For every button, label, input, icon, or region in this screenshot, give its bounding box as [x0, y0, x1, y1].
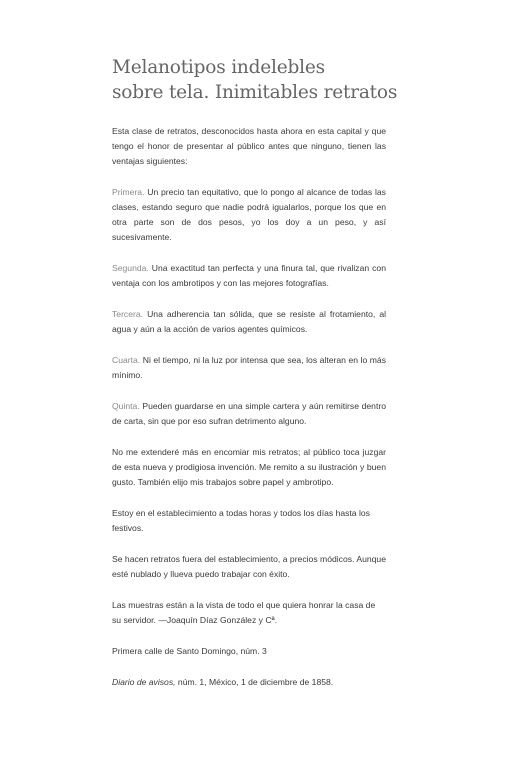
intro-paragraph: Esta clase de retratos, desconocidos hasta ahora en esta capital y que tengo el honor de presentar al público antes que ninguno, tienen las ventajas siguientes:	[112, 126, 386, 166]
point-lead-second: Segunda.	[112, 263, 149, 273]
point-paragraph-second	[112, 261, 386, 291]
document-body	[112, 124, 386, 706]
title-line-1: Melanotipos indelebles	[112, 57, 325, 78]
point-text-fifth: Pueden guardarse en una simple cartera y aún remitirse dentro de carta, sin que por eso sufran detrimento alguno.	[112, 401, 386, 426]
point-text-fourth: Ni el tiempo, ni la luz por intensa que sea, los alteran en lo más mínimo.	[112, 355, 387, 380]
hours-paragraph: Estoy en el establecimiento a todas horas y todos los días hasta los festivos.	[112, 508, 370, 533]
point-lead-fifth: Quinta.	[112, 401, 140, 411]
point-paragraph-fifth	[112, 399, 386, 429]
point-paragraph-fourth	[112, 353, 386, 383]
address-line: Primera calle de Santo Domingo, núm. 3	[112, 646, 267, 656]
point-text-second: Una exactitud tan perfecta y una finura tal, que rivalizan con ventaja con los ambrotipos y con las mejores fotografías.	[112, 263, 386, 288]
point-paragraph-third	[112, 307, 386, 337]
source-publication: Diario de avisos,	[112, 677, 176, 687]
source-citation	[112, 675, 386, 690]
closing-paragraph: No me extenderé más en encomiar mis retratos; al público toca juzgar de esta nueva y prodigiosa invención. Me remito a su ilustración y buen gusto. También elijo mis trabajos sobre papel y ambrotipo.	[112, 447, 386, 487]
samples-paragraph: Las muestras están a la vista de todo el que quiera honrar la casa de su servidor. —Joaquín Díaz González y Cª.	[112, 600, 376, 625]
source-details: núm. 1, México, 1 de diciembre de 1858.	[175, 677, 334, 687]
point-lead-fourth: Cuarta.	[112, 355, 141, 365]
point-text-first: Un precio tan equitativo, que lo pongo al alcance de todas las clases, estando seguro que nadie podrá igualarlos, porque los que en otra parte son de dos pesos, yo los doy a un peso, y así sucesivamente.	[112, 187, 386, 242]
outside-portraits-paragraph: Se hacen retratos fuera del establecimiento, a precios módicos. Aunque esté nublado y llueva puedo trabajar con éxito.	[112, 554, 386, 579]
point-text-third: Una adherencia tan sólida, que se resiste al frotamiento, al agua y aún a la acción de varios agentes químicos.	[112, 309, 387, 334]
title-line-2: sobre tela. Inimitables retratos	[112, 82, 398, 103]
page-title	[112, 55, 412, 105]
point-paragraph-first	[112, 185, 386, 245]
point-lead-first: Primera.	[112, 187, 145, 197]
point-lead-third: Tercera.	[112, 309, 144, 319]
